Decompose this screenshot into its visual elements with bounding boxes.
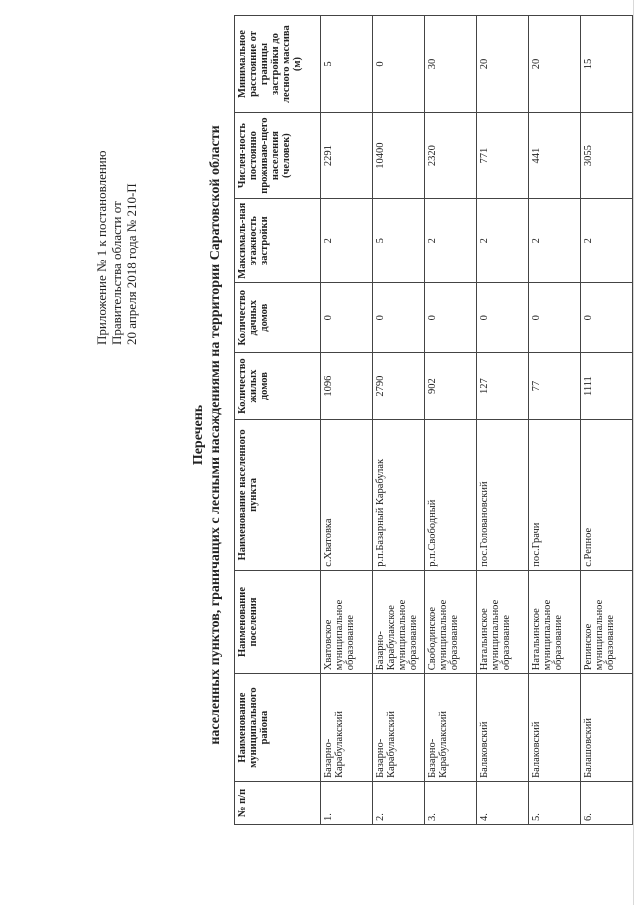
cell-population: 441 — [529, 113, 581, 199]
cell-index: 2. — [373, 781, 425, 824]
title-line-1: Перечень — [191, 404, 206, 466]
cell-locality: р.п.Базарный Карабулак — [373, 420, 425, 571]
table-row — [477, 16, 529, 825]
cell-dachas: 0 — [321, 283, 373, 353]
cell-locality: пос.Грачи — [529, 420, 581, 571]
header-cell: Наименование муниципального района — [235, 674, 321, 782]
cell-settlement: Репинское муниципальное образование — [581, 570, 633, 673]
cell-houses: 77 — [529, 353, 581, 420]
cell-houses: 127 — [477, 353, 529, 420]
cell-settlement: Свободинское муниципальное образование — [425, 570, 477, 673]
cell-settlement: Базарно-Карабулакское муниципальное образование — [373, 570, 425, 673]
cell-district: Балаковский — [477, 674, 529, 782]
table-row — [581, 16, 633, 825]
cell-distance: 20 — [529, 16, 581, 113]
cell-floors: 2 — [529, 199, 581, 283]
cell-houses: 2790 — [373, 353, 425, 420]
header-cell: Количество жилых домов — [235, 353, 321, 420]
cell-index: 5. — [529, 781, 581, 824]
title-line-2: населенных пунктов, граничащих с лесными насаждениями на территории Саратовской области — [208, 125, 223, 745]
header-cell: Минимальное расстояние от границы застройки до лесного массива (м) — [235, 16, 321, 113]
cell-floors: 5 — [373, 199, 425, 283]
cell-locality: с.Хватовка — [321, 420, 373, 571]
appendix-line-1: Приложение № 1 к постановлению — [94, 150, 109, 345]
cell-houses: 1111 — [581, 353, 633, 420]
cell-population: 3055 — [581, 113, 633, 199]
cell-houses: 1096 — [321, 353, 373, 420]
header-cell: № п/п — [235, 781, 321, 824]
cell-index: 4. — [477, 781, 529, 824]
cell-index: 3. — [425, 781, 477, 824]
table-row — [529, 16, 581, 825]
cell-distance: 5 — [321, 16, 373, 113]
cell-floors: 2 — [477, 199, 529, 283]
cell-houses: 902 — [425, 353, 477, 420]
cell-settlement: Хватовское муниципальное образование — [321, 570, 373, 673]
cell-floors: 2 — [321, 199, 373, 283]
appendix-line-3: 20 апреля 2018 года № 210-П — [124, 183, 139, 345]
cell-settlement: Натальинское муниципальное образование — [477, 570, 529, 673]
cell-index: 1. — [321, 781, 373, 824]
cell-population: 2320 — [425, 113, 477, 199]
cell-district: Базарно-Карабулакский — [425, 674, 477, 782]
cell-settlement: Натальинское муниципальное образование — [529, 570, 581, 673]
cell-locality: пос.Головановский — [477, 420, 529, 571]
cell-district: Базарно-Карабулакский — [321, 674, 373, 782]
cell-floors: 2 — [425, 199, 477, 283]
table-row — [425, 16, 477, 825]
cell-dachas: 0 — [425, 283, 477, 353]
header-cell: Наименование поселения — [235, 570, 321, 673]
cell-floors: 2 — [581, 199, 633, 283]
table-row — [321, 16, 373, 825]
cell-district: Балашовский — [581, 674, 633, 782]
cell-distance: 15 — [581, 16, 633, 113]
cell-district: Базарно-Карабулакский — [373, 674, 425, 782]
table-header-row — [235, 16, 321, 825]
cell-distance: 20 — [477, 16, 529, 113]
appendix-note — [94, 45, 139, 345]
appendix-line-2: Правительства области от — [109, 201, 124, 345]
cell-locality: р.п.Свободный — [425, 420, 477, 571]
cell-population: 771 — [477, 113, 529, 199]
cell-index: 6. — [581, 781, 633, 824]
document-title — [190, 25, 224, 845]
cell-locality: с.Репное — [581, 420, 633, 571]
header-cell: Числен-ность постоянно проживаю-щего населения (человек) — [235, 113, 321, 199]
cell-population: 10400 — [373, 113, 425, 199]
cell-distance: 30 — [425, 16, 477, 113]
table-row — [373, 16, 425, 825]
header-cell: Количество дачных домов — [235, 283, 321, 353]
cell-distance: 0 — [373, 16, 425, 113]
cell-district: Балаковский — [529, 674, 581, 782]
cell-dachas: 0 — [373, 283, 425, 353]
settlements-table — [234, 15, 633, 825]
cell-dachas: 0 — [529, 283, 581, 353]
header-cell: Максималь-ная этажность застройки — [235, 199, 321, 283]
cell-population: 2291 — [321, 113, 373, 199]
cell-dachas: 0 — [581, 283, 633, 353]
header-cell: Наименование населенного пункта — [235, 420, 321, 571]
cell-dachas: 0 — [477, 283, 529, 353]
